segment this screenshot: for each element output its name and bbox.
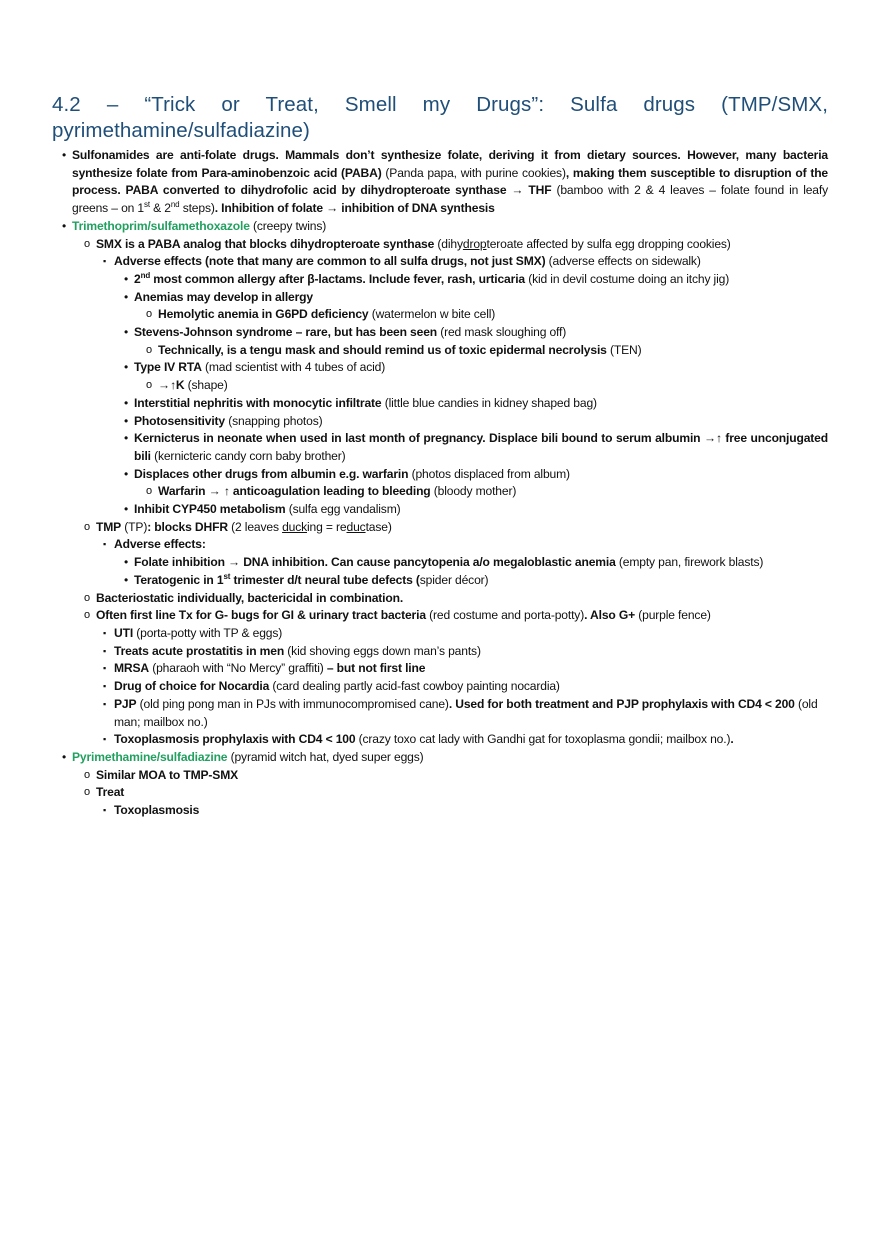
intro-bold-2: , making them susceptible to disruption of the process. PABA converted to dihydrofolic acid by dihydropteroate synthase → THF bbox=[72, 165, 829, 198]
list-level-3 bbox=[52, 536, 828, 554]
drug-name-tmp-smx: Trimethoprim/sulfamethoxazole bbox=[72, 218, 250, 233]
list-level-3 bbox=[52, 253, 828, 271]
list-item: • Inhibit CYP450 metabolism (sulfa egg vandalism) bbox=[134, 501, 828, 519]
list-item: o Warfarin → ↑ anticoagulation leading to bleeding (bloody mother) bbox=[158, 483, 828, 501]
drug-name-pyrimethamine: Pyrimethamine/sulfadiazine bbox=[72, 749, 228, 764]
list-level-4 bbox=[52, 271, 828, 306]
list-level-4 bbox=[52, 324, 828, 342]
list-item: o Often first line Tx for G- bugs for GI & urinary tract bacteria (red costume and porta-potty). Also G+ (purple fence) bbox=[96, 607, 828, 625]
list-item: • Folate inhibition → DNA inhibition. Can cause pancytopenia a/o megaloblastic anemia (empty pan, firework blasts) bbox=[134, 554, 828, 572]
list-item: ▪ Toxoplasmosis prophylaxis with CD4 < 100 (crazy toxo cat lady with Gandhi gat for toxoplasma gondii; mailbox no.). bbox=[114, 731, 828, 749]
list-item: o SMX is a PABA analog that blocks dihydropteroate synthase (dihydropteroate affected by sulfa egg dropping cookies) bbox=[96, 236, 828, 254]
list-item: o Treat bbox=[96, 784, 828, 802]
list-item: ▪ UTI (porta-potty with TP & eggs) bbox=[114, 625, 828, 643]
list-level-2 bbox=[52, 519, 828, 537]
list-item: • Displaces other drugs from albumin e.g. warfarin (photos displaced from album) bbox=[134, 466, 828, 484]
list-item: ▪ Adverse effects (note that many are common to all sulfa drugs, not just SMX) (adverse effects on sidewalk) bbox=[114, 253, 828, 271]
list-item: ▪ MRSA (pharaoh with “No Mercy” graffiti) – but not first line bbox=[114, 660, 828, 678]
intro-bold-3: . Inhibition of folate → inhibition of DNA synthesis bbox=[214, 201, 495, 216]
notes-body bbox=[52, 147, 828, 820]
list-item: • 2nd most common allergy after β-lactams. Include fever, rash, urticaria (kid in devil costume doing an itchy jig) bbox=[134, 271, 828, 289]
list-level-4 bbox=[52, 359, 828, 377]
list-item: • Stevens-Johnson syndrome – rare, but has been seen (red mask sloughing off) bbox=[134, 324, 828, 342]
mnemonic: (pyramid witch hat, dyed super eggs) bbox=[227, 749, 424, 764]
list-level-3 bbox=[52, 802, 828, 820]
list-item: • Teratogenic in 1st trimester d/t neural tube defects (spider décor) bbox=[134, 572, 828, 590]
list-item: • Kernicterus in neonate when used in last month of pregnancy. Displace bili bound to serum albumin →↑ free unconjugated bili (kernicteric candy corn baby brother) bbox=[134, 430, 828, 465]
list-item: o TMP (TP): blocks DHFR (2 leaves ducking = reductase) bbox=[96, 519, 828, 537]
intro-text-2: (bamboo with 2 & 4 leaves – folate found in leafy greens – on 1 bbox=[72, 183, 828, 216]
section-title: 4.2 – “Trick or Treat, Smell my Drugs”: Sulfa drugs (TMP/SMX, pyrimethamine/sulfadiazine) bbox=[52, 93, 828, 142]
list-item: o Hemolytic anemia in G6PD deficiency (watermelon w bite cell) bbox=[158, 306, 828, 324]
list-item: ▪ Toxoplasmosis bbox=[114, 802, 828, 820]
intro-sup-2: nd bbox=[170, 200, 180, 210]
list-item: o Bacteriostatic individually, bactericidal in combination. bbox=[96, 590, 828, 608]
intro-sup-1: st bbox=[144, 200, 150, 210]
list-item: ▪ Drug of choice for Nocardia (card dealing partly acid-fast cowboy painting nocardia) bbox=[114, 678, 828, 696]
list-level-2 bbox=[52, 767, 828, 802]
top-level-list bbox=[52, 147, 828, 236]
intro-bold-1: Sulfonamides are anti-folate drugs. Mammals don’t synthesize folate, deriving it from dietary sources. However, many bacteria synthesize folate from Para-aminobenzoic acid (PABA) bbox=[72, 148, 828, 180]
top-level-list bbox=[52, 749, 828, 767]
list-item: ▪ Treats acute prostatitis in men (kid shoving eggs down man’s pants) bbox=[114, 643, 828, 661]
list-level-5 bbox=[52, 342, 828, 360]
list-item: • Anemias may develop in allergy bbox=[134, 289, 828, 307]
list-item: ▪ PJP (old ping pong man in PJs with immunocompromised cane). Used for both treatment and PJP prophylaxis with CD4 < 200 (old man; mailbox no.) bbox=[114, 696, 828, 731]
list-level-5 bbox=[52, 483, 828, 501]
list-item: • Photosensitivity (snapping photos) bbox=[134, 413, 828, 431]
list-item: • Type IV RTA (mad scientist with 4 tubes of acid) bbox=[134, 359, 828, 377]
list-item: o Technically, is a tengu mask and should remind us of toxic epidermal necrolysis (TEN) bbox=[158, 342, 828, 360]
list-item: ▪ Adverse effects: bbox=[114, 536, 828, 554]
list-item bbox=[72, 749, 828, 767]
intro-text-3: & 2 bbox=[149, 201, 171, 216]
intro-text-4: steps) bbox=[179, 201, 215, 216]
list-level-5 bbox=[52, 306, 828, 324]
list-level-2 bbox=[52, 236, 828, 254]
list-level-3 bbox=[52, 625, 828, 749]
list-level-4 bbox=[52, 395, 828, 484]
mnemonic: (creepy twins) bbox=[249, 218, 327, 233]
list-item: o →↑K (shape) bbox=[158, 377, 828, 395]
intro-text-1: (Panda papa, with purine cookies) bbox=[381, 165, 566, 180]
list-level-5 bbox=[52, 377, 828, 395]
list-item bbox=[72, 218, 828, 236]
list-level-4 bbox=[52, 554, 828, 589]
list-level-4 bbox=[52, 501, 828, 519]
list-item bbox=[72, 147, 828, 218]
list-item: o Similar MOA to TMP-SMX bbox=[96, 767, 828, 785]
list-level-2 bbox=[52, 590, 828, 625]
list-item: • Interstitial nephritis with monocytic infiltrate (little blue candies in kidney shaped bag) bbox=[134, 395, 828, 413]
